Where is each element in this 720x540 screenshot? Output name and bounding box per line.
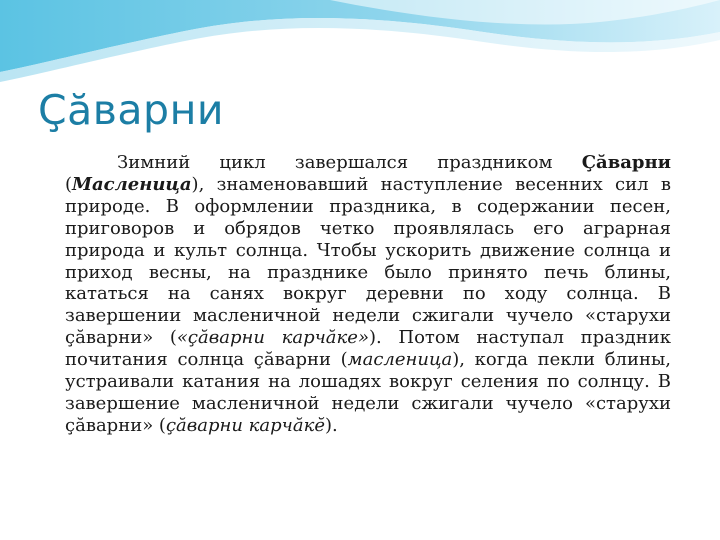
holiday-name-bold: Çăварни [581, 152, 671, 173]
text-segment: ( [65, 173, 73, 195]
body-paragraph [65, 152, 671, 437]
text-segment: ). Потом наступал праздник почитания солнца çăварни ( [65, 327, 672, 371]
text-segment: ), когда пекли блины, устраивали катания на лошадях вокруг селения по солнцу. В завершение масленичной недели сжигали чучело «старухи çăварни» ( [65, 349, 672, 436]
decorative-wave-header [0, 0, 720, 90]
italic-term: «çăварни карчăке» [176, 327, 369, 349]
text-segment: ). [325, 414, 338, 436]
italic-term: масленица [347, 349, 453, 371]
italic-term: çăварни карчăкĕ [165, 414, 325, 436]
holiday-translation-bold-italic: Масленица [72, 173, 192, 195]
text-segment: Зимний цикл завершался праздником [117, 152, 582, 173]
slide-title: Çăварни [38, 86, 225, 134]
text-segment: ), знаменовавший наступление весенних сил в природе. В оформлении праздника, в содержании песен, приговоров и обрядов четко проявлялась его аграрная природа и культ солнца. Чтобы ускорить движение солнца и приход весны, на празднике было принято печь блины, кататься на санях вокруг деревни по ходу солнца. В завершении масленичной недели сжигали чучело «старухи çăварни» ( [65, 173, 671, 349]
